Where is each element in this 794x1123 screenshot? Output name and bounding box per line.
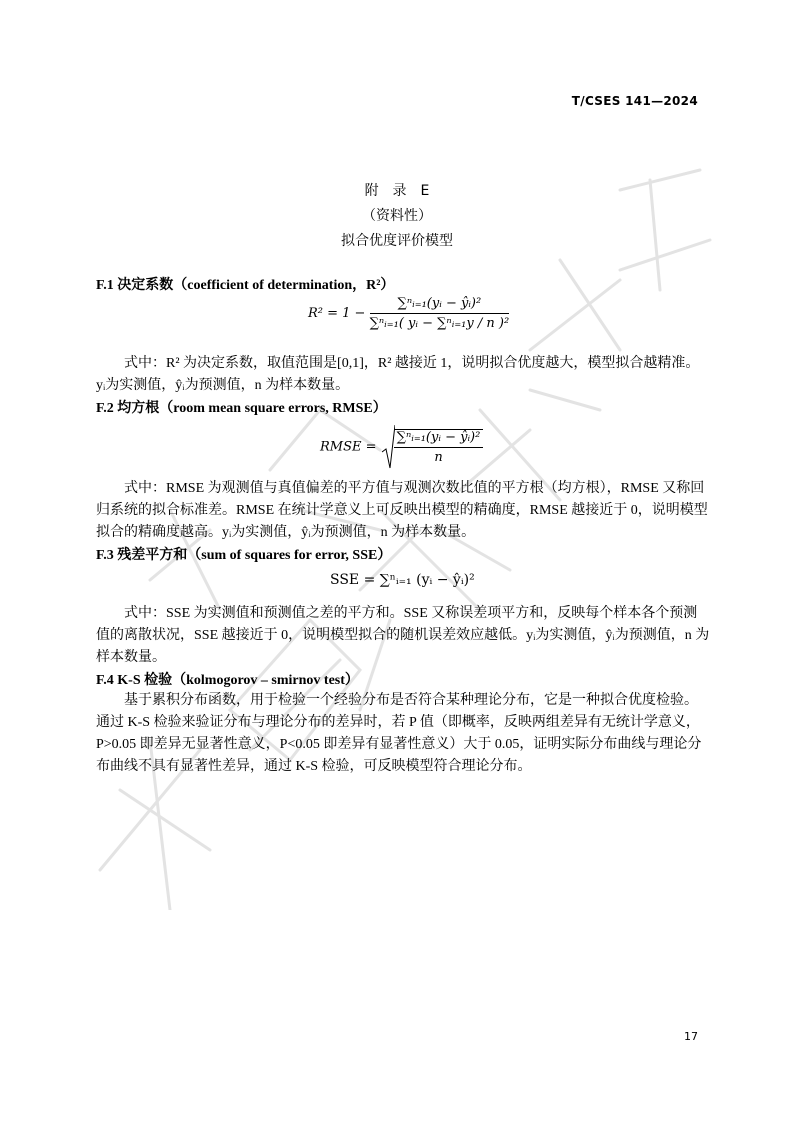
paragraph-f3 bbox=[96, 603, 710, 669]
document-code: T/CSES 141—2024 bbox=[571, 94, 698, 108]
appendix-title: 拟合优度评价模型 bbox=[341, 233, 453, 249]
section-title: 均方根（room mean square errors, RMSE） bbox=[117, 401, 387, 416]
section-heading-f3 bbox=[96, 544, 391, 564]
formula-lhs: R² = 1 − bbox=[308, 306, 366, 321]
formula-denominator: ∑ⁿᵢ₌₁( yᵢ − ∑ⁿᵢ₌₁y / n )² bbox=[369, 316, 510, 331]
section-number: F.4 bbox=[96, 673, 114, 688]
formula-lhs: RMSE = bbox=[320, 439, 377, 455]
formula-sse: SSE = ∑ⁿᵢ₌₁ (yᵢ − ŷᵢ)² bbox=[330, 572, 475, 588]
section-number: F.2 bbox=[96, 401, 114, 416]
text-line: 式中：SSE 为实测值和预测值之差的平方和。SSE 又称误差项平方和，反映每个样本各个预测 bbox=[124, 606, 698, 621]
paragraph-f2 bbox=[96, 478, 708, 544]
text-line: 样本数量。 bbox=[96, 650, 166, 665]
formula-fraction bbox=[370, 296, 510, 331]
section-number: F.1 bbox=[96, 278, 114, 293]
formula-fraction bbox=[394, 429, 484, 465]
appendix-label: 附 录 E bbox=[364, 183, 430, 199]
text-line: yᵢ为实测值，ŷᵢ为预测值，n 为样本数量。 bbox=[96, 378, 350, 393]
section-title: 残差平方和（sum of squares for error, SSE） bbox=[117, 548, 392, 563]
appendix-nature: （资料性） bbox=[362, 208, 432, 224]
text-line: 式中：R² 为决定系数，取值范围是[0,1]，R² 越接近 1，说明拟合优度越大，模型拟合越精准。 bbox=[124, 356, 700, 371]
section-heading-f4 bbox=[96, 669, 359, 689]
section-title: K-S 检验（kolmogorov – smirnov test） bbox=[117, 673, 359, 688]
text-line: P>0.05 即差异无显著性意义，P<0.05 即差异有显著性意义）大于 0.05，证明实际分布曲线与理论分 bbox=[96, 737, 702, 752]
section-title: 决定系数（coefficient of determination，R²） bbox=[117, 278, 395, 293]
text-line: 式中：RMSE 为观测值与真值偏差的平方值与观测次数比值的平方根（均方根），RMSE 又称回 bbox=[124, 481, 705, 496]
text-line: 值的离散状况，SSE 越接近于 0，说明模型拟合的随机误差效应越低。yᵢ为实测值，ŷᵢ为预测值，n 为 bbox=[96, 628, 710, 643]
paragraph-f4 bbox=[96, 690, 700, 778]
section-heading-f2 bbox=[96, 397, 387, 417]
formula-r2 bbox=[308, 296, 509, 331]
formula-numerator: ∑ⁿᵢ₌₁(yᵢ − ŷᵢ)² bbox=[370, 296, 510, 314]
text-line: 拟合的精确度越高。yᵢ为实测值，ŷᵢ为预测值，n 为样本数量。 bbox=[96, 525, 476, 540]
page-number: 17 bbox=[684, 1030, 698, 1043]
formula-rmse bbox=[320, 424, 483, 470]
sqrt-sign bbox=[381, 424, 395, 470]
text-line: 通过 K-S 检验来验证分布与理论分布的差异时，若 P 值（即概率，反映两组差异有无统计学意义， bbox=[96, 715, 700, 730]
text-line: 基于累积分布函数，用于检验一个经验分布是否符合某种理论分布，它是一种拟合优度检验。 bbox=[124, 693, 698, 708]
text-line: 布曲线不具有显著性差异，通过 K-S 检验，可反映模型符合理论分布。 bbox=[96, 759, 532, 774]
text-line: 归系统的拟合标准差。RMSE 在统计学意义上可反映出模型的精确度，RMSE 越接近于 0，说明模型 bbox=[96, 503, 708, 518]
paragraph-f1 bbox=[96, 353, 700, 397]
section-heading-f1 bbox=[96, 274, 394, 294]
section-number: F.3 bbox=[96, 548, 114, 563]
formula-numerator: ∑ⁿᵢ₌₁(yᵢ − ŷᵢ)² bbox=[394, 430, 484, 448]
formula-denominator: n bbox=[434, 450, 443, 465]
